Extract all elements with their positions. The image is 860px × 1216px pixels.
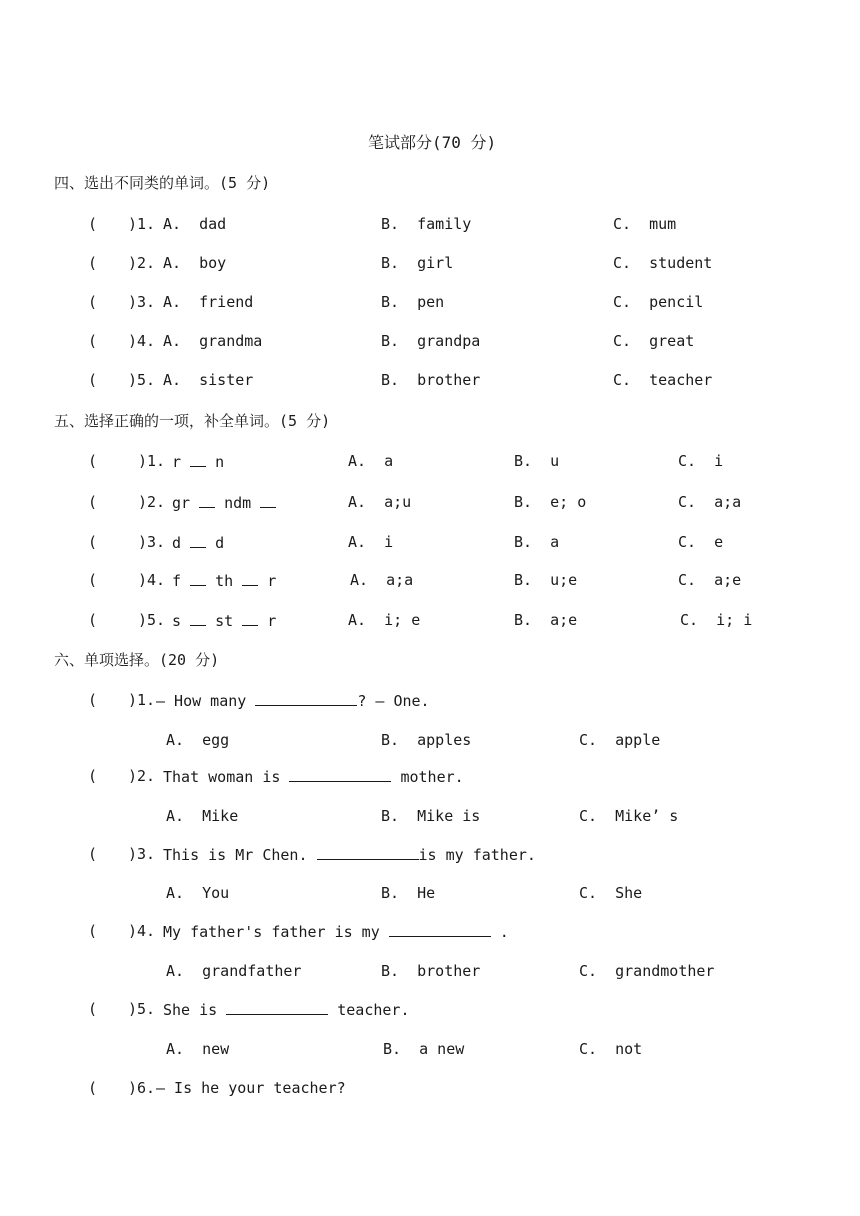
- option-a: A. Mike: [166, 807, 239, 825]
- question-number: )6.: [128, 1079, 156, 1097]
- question-number: )1.: [138, 452, 166, 470]
- option-c: C. not: [579, 1040, 643, 1058]
- answer-paren[interactable]: (: [88, 767, 98, 785]
- option-a: A. friend: [163, 293, 254, 311]
- option-c: C. great: [613, 332, 695, 350]
- question-number: )1.: [128, 691, 156, 709]
- question-text: She is teacher.: [163, 1001, 410, 1019]
- option-b: B. e; o: [514, 493, 587, 511]
- option-b: B. a new: [383, 1040, 465, 1058]
- option-c: C. apple: [579, 731, 661, 749]
- question-number: )2.: [128, 254, 156, 272]
- option-c: C. teacher: [613, 371, 713, 389]
- option-b: B. brother: [381, 962, 481, 980]
- question-text: — How many ? — One.: [156, 692, 430, 710]
- question-number: )5.: [128, 1000, 156, 1018]
- question-text: My father's father is my .: [163, 923, 509, 941]
- answer-paren[interactable]: (: [88, 371, 98, 389]
- letter-blank[interactable]: [242, 611, 258, 626]
- option-b: B. grandpa: [381, 332, 481, 350]
- option-b: B. brother: [381, 371, 481, 389]
- option-a: A. dad: [163, 215, 227, 233]
- word-puzzle: gr ndm: [172, 493, 276, 512]
- answer-blank[interactable]: [255, 691, 357, 706]
- option-a: A. a;a: [350, 571, 414, 589]
- option-a: A. egg: [166, 731, 230, 749]
- option-b: B. u: [514, 452, 560, 470]
- word-puzzle: s st r: [172, 612, 277, 630]
- option-a: A. sister: [163, 371, 254, 389]
- section-6-heading: 六、单项选择。(20 分): [54, 651, 220, 669]
- answer-blank[interactable]: [289, 767, 391, 782]
- option-a: A. You: [166, 884, 230, 902]
- option-b: B. family: [381, 215, 472, 233]
- option-c: C. She: [579, 884, 643, 902]
- letter-blank[interactable]: [190, 571, 206, 586]
- answer-paren[interactable]: (: [88, 571, 98, 589]
- letter-blank[interactable]: [190, 452, 206, 467]
- answer-blank[interactable]: [226, 1000, 328, 1015]
- option-b: B. u;e: [514, 571, 578, 589]
- option-a: A. grandma: [163, 332, 263, 350]
- option-b: B. He: [381, 884, 436, 902]
- letter-blank[interactable]: [260, 493, 276, 508]
- answer-blank[interactable]: [317, 845, 419, 860]
- page-title: 笔试部分(70 分): [368, 133, 497, 152]
- option-a: A. a: [348, 452, 394, 470]
- answer-paren[interactable]: (: [88, 1000, 98, 1018]
- option-a: A. a;u: [348, 493, 412, 511]
- option-a: A. grandfather: [166, 962, 302, 980]
- option-c: C. i; i: [680, 611, 753, 629]
- option-b: B. pen: [381, 293, 445, 311]
- option-c: C. e: [678, 533, 724, 551]
- answer-blank[interactable]: [389, 922, 491, 937]
- answer-paren[interactable]: (: [88, 493, 98, 511]
- question-number: )4.: [128, 922, 156, 940]
- question-number: )5.: [138, 611, 166, 629]
- letter-blank[interactable]: [190, 611, 206, 626]
- option-b: B. a;e: [514, 611, 578, 629]
- answer-paren[interactable]: (: [88, 1079, 98, 1097]
- question-text: — Is he your teacher?: [156, 1079, 346, 1097]
- option-c: C. mum: [613, 215, 677, 233]
- option-b: B. apples: [381, 731, 472, 749]
- section-4-heading: 四、选出不同类的单词。(5 分): [54, 174, 271, 192]
- question-number: )2.: [128, 767, 156, 785]
- question-number: )5.: [128, 371, 156, 389]
- question-text: This is Mr Chen. is my father.: [163, 846, 536, 864]
- answer-paren[interactable]: (: [88, 332, 98, 350]
- question-number: )1.: [128, 215, 156, 233]
- answer-paren[interactable]: (: [88, 533, 98, 551]
- answer-paren[interactable]: (: [88, 922, 98, 940]
- answer-paren[interactable]: (: [88, 845, 98, 863]
- option-c: C. grandmother: [579, 962, 715, 980]
- letter-blank[interactable]: [190, 533, 206, 548]
- question-number: )3.: [138, 533, 166, 551]
- section-5-heading: 五、选择正确的一项，补全单词。(5 分): [54, 412, 331, 430]
- option-c: C. pencil: [613, 293, 704, 311]
- question-number: )4.: [138, 571, 166, 589]
- option-b: B. a: [514, 533, 560, 551]
- option-c: C. a;e: [678, 571, 742, 589]
- answer-paren[interactable]: (: [88, 293, 98, 311]
- question-number: )2.: [138, 493, 166, 511]
- question-number: )4.: [128, 332, 156, 350]
- answer-paren[interactable]: (: [88, 691, 98, 709]
- option-c: C. Mike’ s: [579, 807, 679, 825]
- option-b: B. Mike is: [381, 807, 481, 825]
- option-b: B. girl: [381, 254, 454, 272]
- option-c: C. a;a: [678, 493, 742, 511]
- option-a: A. i: [348, 533, 394, 551]
- word-puzzle: d d: [172, 534, 225, 552]
- question-text: That woman is mother.: [163, 768, 464, 786]
- question-number: )3.: [128, 845, 156, 863]
- answer-paren[interactable]: (: [88, 215, 98, 233]
- letter-blank[interactable]: [199, 493, 215, 508]
- answer-paren[interactable]: (: [88, 254, 98, 272]
- word-puzzle: r n: [172, 453, 225, 471]
- answer-paren[interactable]: (: [88, 611, 98, 629]
- option-c: C. student: [613, 254, 713, 272]
- option-c: C. i: [678, 452, 724, 470]
- question-number: )3.: [128, 293, 156, 311]
- option-a: A. boy: [163, 254, 227, 272]
- word-puzzle: f th r: [172, 572, 277, 590]
- letter-blank[interactable]: [242, 571, 258, 586]
- answer-paren[interactable]: (: [88, 452, 98, 470]
- option-a: A. new: [166, 1040, 230, 1058]
- option-a: A. i; e: [348, 611, 421, 629]
